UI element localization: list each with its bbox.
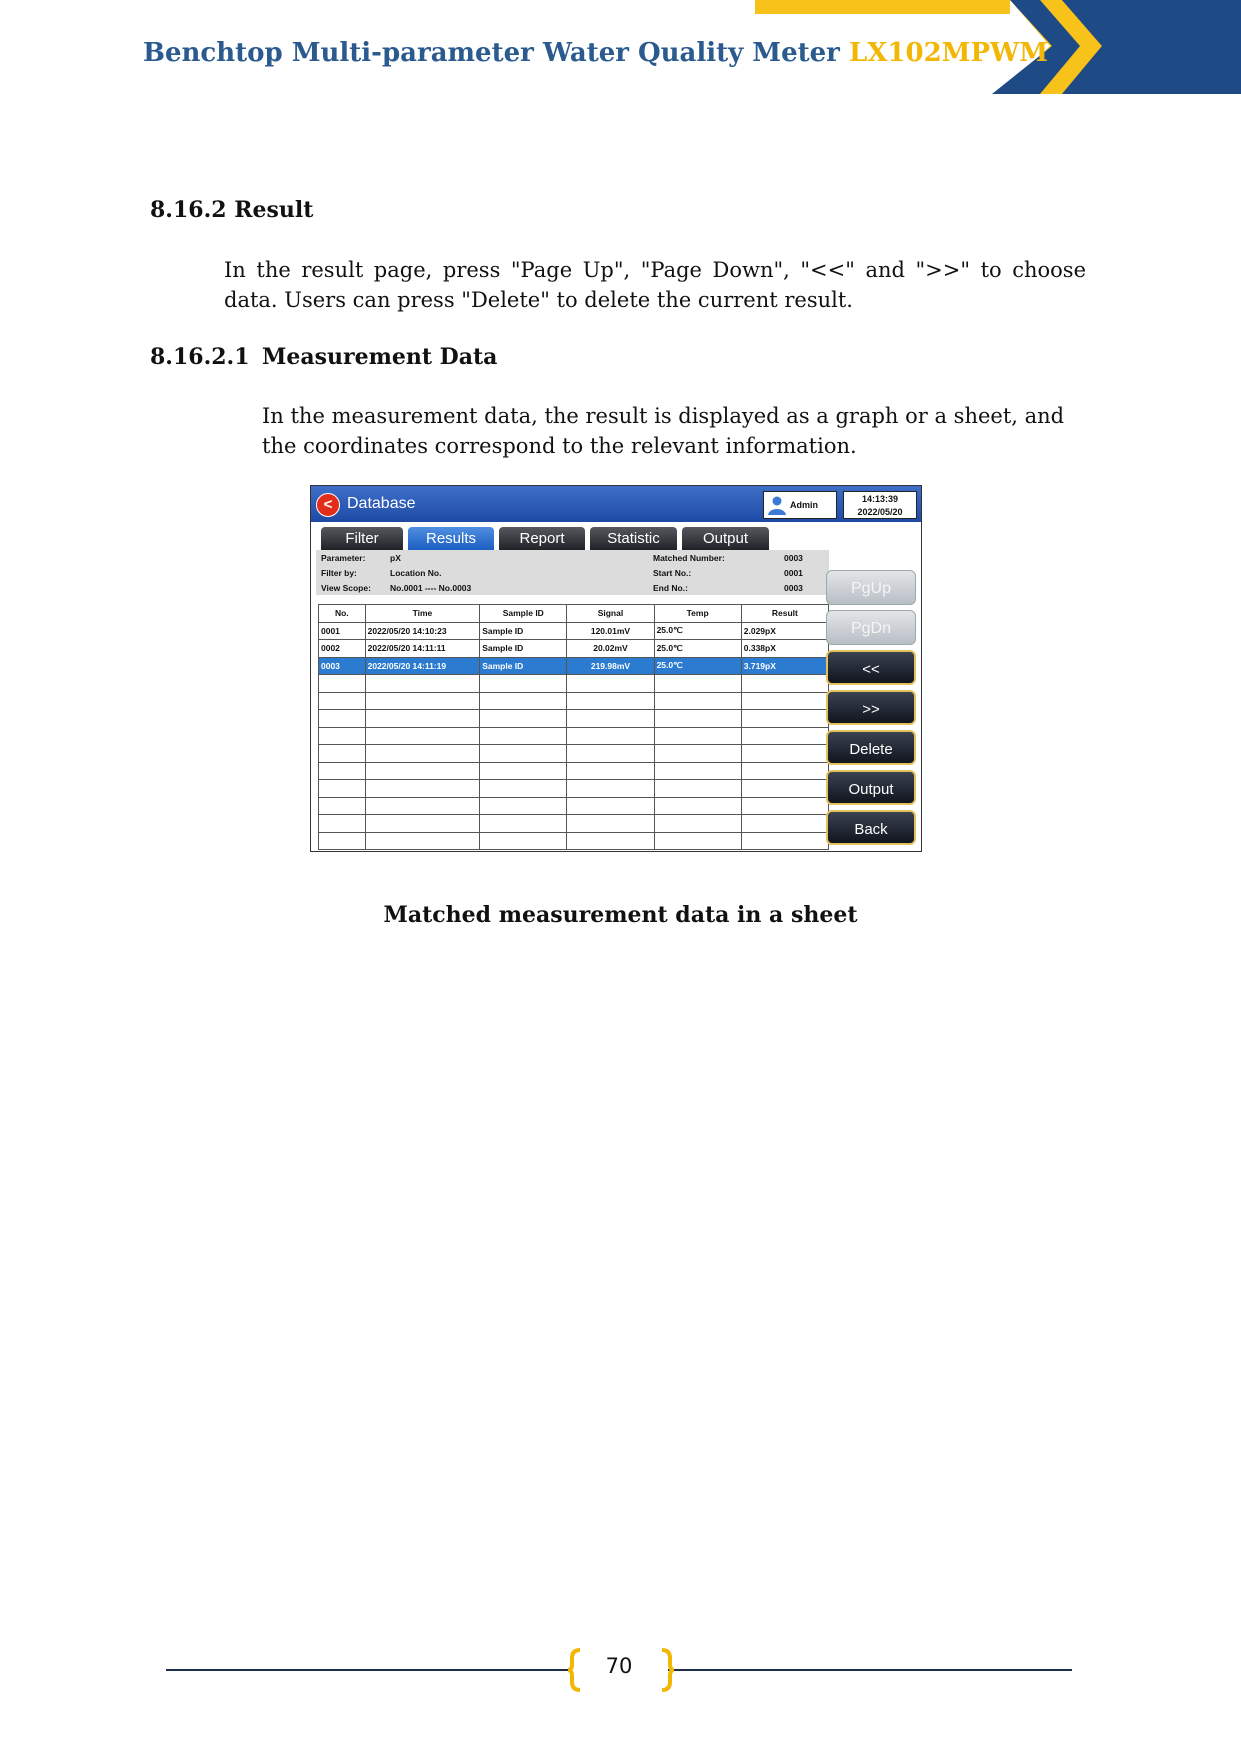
measurement-heading-text: Measurement Data xyxy=(262,344,498,370)
cell-no: 0003 xyxy=(319,657,366,675)
matched-value: 0003 xyxy=(784,553,803,563)
parameter-value: pX xyxy=(390,553,401,563)
tab-output[interactable]: Output xyxy=(682,527,769,550)
clock xyxy=(843,491,917,519)
cell-time: 2022/05/20 14:10:23 xyxy=(365,622,480,640)
delete-button[interactable]: Delete xyxy=(826,730,916,765)
table-row-selected[interactable] xyxy=(319,657,829,675)
column-header: Signal xyxy=(567,605,654,623)
column-header: No. xyxy=(319,605,366,623)
filter-info-panel xyxy=(316,550,829,595)
result-paragraph: In the result page, press "Page Up", "Page Down", "<<" and ">>" to choose data. Users can press "Delete" to delete the current result. xyxy=(224,258,1086,312)
column-header: Temp xyxy=(654,605,741,623)
start-label: Start No.: xyxy=(653,568,692,578)
empty-row[interactable] xyxy=(319,762,829,780)
clock-date: 2022/05/20 xyxy=(857,507,903,517)
column-header: Sample ID xyxy=(480,605,567,623)
document-header-title xyxy=(143,38,1048,68)
cell-result: 2.029pX xyxy=(741,622,828,640)
cell-result: 0.338pX xyxy=(741,640,828,658)
start-value: 0001 xyxy=(784,568,803,578)
footer-rule-left xyxy=(166,1669,570,1671)
figure-caption: Matched measurement data in a sheet xyxy=(383,902,858,928)
cell-signal: 219.98mV xyxy=(567,657,654,675)
tab-report[interactable]: Report xyxy=(499,527,585,550)
user-name: Admin xyxy=(790,500,818,510)
cell-no: 0001 xyxy=(319,622,366,640)
cell-sample-id: Sample ID xyxy=(480,640,567,658)
cell-temp: 25.0℃ xyxy=(654,640,741,658)
cell-sample-id: Sample ID xyxy=(480,657,567,675)
empty-row[interactable] xyxy=(319,797,829,815)
cell-signal: 120.01mV xyxy=(567,622,654,640)
empty-row[interactable] xyxy=(319,675,829,693)
user-badge[interactable] xyxy=(763,491,837,519)
table-header-row xyxy=(319,605,829,623)
empty-row[interactable] xyxy=(319,815,829,833)
back-button[interactable]: Back xyxy=(826,810,916,845)
tab-filter[interactable]: Filter xyxy=(321,527,403,550)
pgup-button[interactable]: PgUp xyxy=(826,570,916,605)
cell-time: 2022/05/20 14:11:19 xyxy=(365,657,480,675)
empty-row[interactable] xyxy=(319,780,829,798)
title-bar xyxy=(311,486,921,522)
section-heading-result: 8.16.2 Result xyxy=(150,197,314,223)
matched-label: Matched Number: xyxy=(653,553,725,563)
filter-label: Filter by: xyxy=(321,568,357,578)
measurement-paragraph: In the measurement data, the result is displayed as a graph or a sheet, and the coordinates correspond to the relevant information. xyxy=(262,404,1065,458)
page-number: 70 xyxy=(605,1654,633,1678)
empty-row[interactable] xyxy=(319,727,829,745)
cell-no: 0002 xyxy=(319,640,366,658)
cell-sample-id: Sample ID xyxy=(480,622,567,640)
previous-button[interactable]: << xyxy=(826,650,916,685)
next-button[interactable]: >> xyxy=(826,690,916,725)
empty-row[interactable] xyxy=(319,745,829,763)
tab-results[interactable]: Results xyxy=(408,527,494,550)
header-title-text: Benchtop Multi-parameter Water Quality Meter xyxy=(143,38,840,68)
column-header: Time xyxy=(365,605,480,623)
empty-row[interactable] xyxy=(319,832,829,850)
table-row[interactable] xyxy=(319,622,829,640)
screen-title: Database xyxy=(347,495,416,512)
section-heading-measurement xyxy=(150,344,497,370)
cell-signal: 20.02mV xyxy=(567,640,654,658)
column-header: Result xyxy=(741,605,828,623)
output-button[interactable]: Output xyxy=(826,770,916,805)
scope-value: No.0001 ---- No.0003 xyxy=(390,583,472,593)
results-table xyxy=(318,604,829,850)
parameter-label: Parameter: xyxy=(321,553,366,563)
tab-statistic[interactable]: Statistic xyxy=(590,527,677,550)
footer-rule-right xyxy=(668,1669,1072,1671)
measurement-section-number: 8.16.2.1 xyxy=(150,344,250,370)
end-value: 0003 xyxy=(784,583,803,593)
table-row[interactable] xyxy=(319,640,829,658)
scope-label: View Scope: xyxy=(321,583,371,593)
end-label: End No.: xyxy=(653,583,688,593)
pgdn-button[interactable]: PgDn xyxy=(826,610,916,645)
database-screen xyxy=(310,485,922,852)
header-model: LX102MPWM xyxy=(848,38,1048,68)
user-icon xyxy=(767,495,787,515)
cell-temp: 25.0℃ xyxy=(654,622,741,640)
cell-temp: 25.0℃ xyxy=(654,657,741,675)
cell-result: 3.719pX xyxy=(741,657,828,675)
clock-time: 14:13:39 xyxy=(861,494,899,504)
empty-row[interactable] xyxy=(319,710,829,728)
cell-time: 2022/05/20 14:11:11 xyxy=(365,640,480,658)
empty-row[interactable] xyxy=(319,692,829,710)
back-arrow-button[interactable]: < xyxy=(316,493,340,517)
filter-value: Location No. xyxy=(390,568,442,578)
